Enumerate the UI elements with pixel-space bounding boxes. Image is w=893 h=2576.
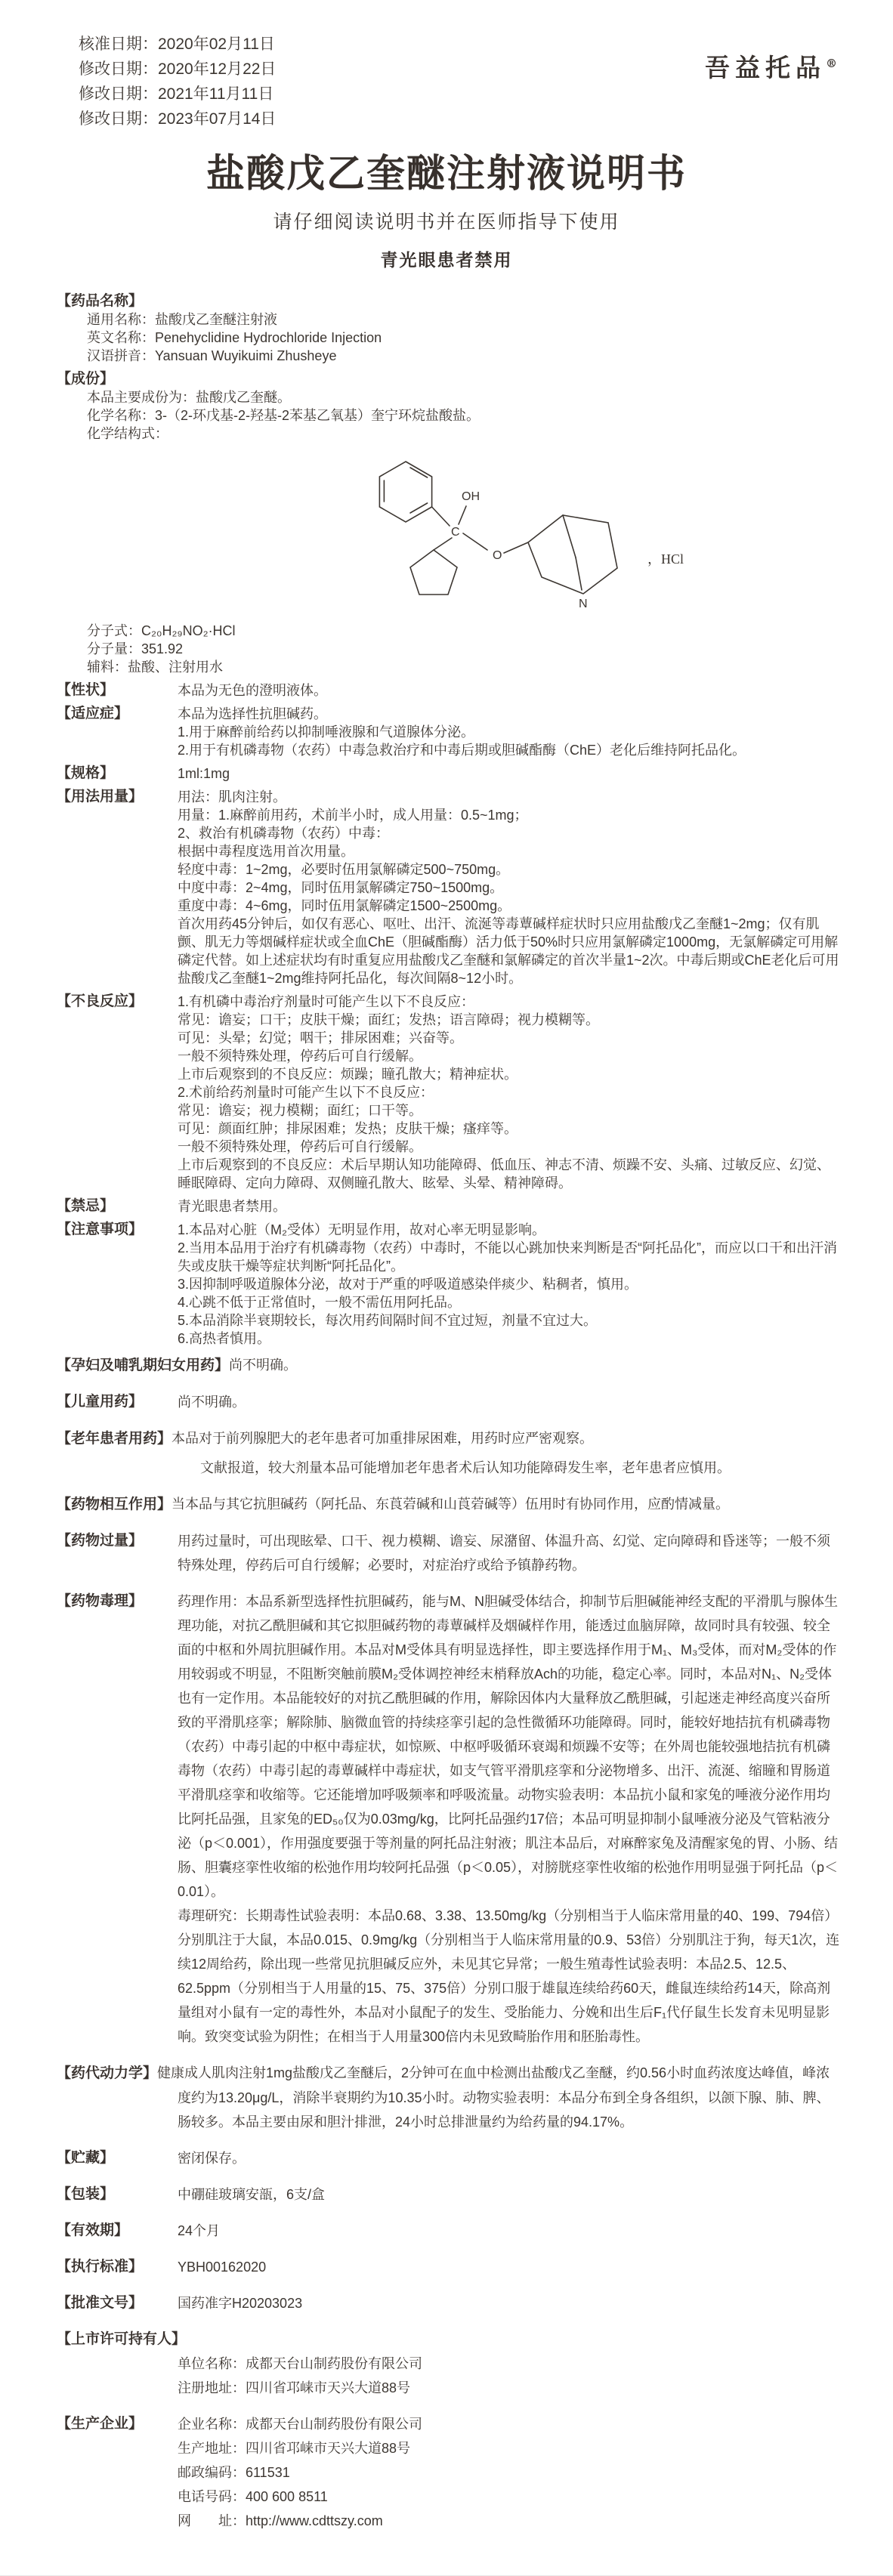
document-title: 盐酸戊乙奎醚注射液说明书 [205,152,687,195]
section-label-contraindications: 【禁忌】 [57,1198,115,1214]
section-contraindications [57,1197,840,1215]
section-label-approval-number: 【批准文号】 [57,2295,144,2311]
section-body-composition [87,388,840,676]
section-strength [57,764,840,783]
section-body-dosage [178,788,840,987]
revision-dates [79,32,276,131]
contraindication-warning: 青光眼患者禁用 [380,250,513,270]
text-line: 化学结构式： [87,426,168,441]
carbon-label: C [451,526,460,539]
text-line: 汉语拼音：Yansuan Wuyikuimi Zhusheye [87,348,337,363]
section-composition [57,370,840,676]
section-body-pharmacology-toxicology [178,1589,840,2049]
nitrogen-label: N [579,598,588,610]
text-line: 毒理研究：长期毒性试验表明：本品0.68、3.38、13.50mg/kg（分别相当于人临床常用量的40、199、794倍）分别肌注于大鼠，本品0.015、0.9mg/kg（分别相当于人临床常用量的0.9、53倍）分别肌注于狗，每天1次，连续12周给药，除出现一些常见抗胆碱反应外，未见其它异常；一般生殖毒性试验表明：本品2.5、12.5、62.5ppm（分别相当于人用量的15、75、375倍）分别口服于雄鼠连续给药60天，雌鼠连续给药14天，除高剂量组对小鼠有一定的毒性外，本品对小鼠配子的发生、受胎能力、分娩和出生后F₁代仔鼠生长发育未见明显影响。致突变试验为阴性；在相当于人用量300倍内未见致畸胎作用和胚胎毒性。 [178,1908,840,2044]
section-body-indications [178,705,840,759]
text-line: 用法：肌肉注射。 [178,789,286,805]
text-line: 2.当用本品用于治疗有机磷毒物（农药）中毒时，不能以心跳加快来判断是否“阿托品化”，而应以口干和出汗消失或皮肤干燥等症状判断“阿托品化”。 [178,1240,837,1274]
text-line: 英文名称：Penehyclidine Hydrochloride Injection [87,330,382,345]
section-precautions [57,1221,840,1348]
text-line: 通用名称：盐酸戊乙奎醚注射液 [87,312,277,327]
section-body-manufacturer [178,2412,840,2533]
text-line: 中硼硅玻璃安瓿，6支/盒 [178,2187,326,2202]
text-line: YBH00162020 [178,2259,267,2275]
text-line: 网 址：http://www.cdttszy.com [178,2513,383,2528]
section-label-adverse-reactions: 【不良反应】 [57,993,144,1009]
text-line: 生产地址：四川省邛崃市天兴大道88号 [178,2441,411,2456]
text-line: 可见：头晕；幻觉；咽干；排尿困难；兴奋等。 [178,1030,463,1046]
section-overdose [57,1529,840,1577]
section-body-license-holder [178,2352,840,2400]
section-label-overdose: 【药物过量】 [57,1533,144,1549]
section-pharmacology-toxicology [57,1589,840,2049]
text-line: 邮政编码：611531 [178,2465,290,2480]
text-line: 3.因抑制呼吸道腺体分泌，故对于严重的呼吸道感染伴痰少、粘稠者，慎用。 [178,1277,638,1292]
section-body-interactions [57,1492,840,1517]
section-pharmacokinetics [57,2061,840,2134]
section-shelf-life [57,2219,840,2243]
hydrochloride-label: ，HCl [647,551,684,567]
text-line: 本品对于前列腺肥大的老年患者可加重排尿困难，用药时应严密观察。 [171,1431,594,1446]
date-line: 修改日期：2020年12月22日 [79,60,277,78]
text-line: 2.用于有机磷毒物（农药）中毒急救治疗和中毒后期或胆碱酯酶（ChE）老化后维持阿托品化。 [178,743,746,758]
section-drug-name [57,292,840,365]
section-approval-number [57,2291,840,2315]
section-indications [57,705,840,759]
section-pregnancy [57,1353,840,1378]
brand-logo [705,48,837,84]
date-line: 修改日期：2023年07月14日 [79,110,277,128]
section-body-pharmacokinetics [57,2061,840,2134]
section-label-manufacturer: 【生产企业】 [57,2416,144,2432]
text-line: 健康成人肌肉注射1mg盐酸戊乙奎醚后，2分钟可在血中检测出盐酸戊乙奎醚，约0.56小时血药浓度达峰值，峰浓度约为13.20μg/L，消除半衰期约为10.35小时。动物实验表明：本品分布到全身各组织，以颌下腺、肺、脾、肠较多。本品主要由尿和胆汁排泄，24小时总排泄量约为给药量的94.17%。 [157,2065,830,2130]
text-line: 密闭保存。 [178,2151,246,2166]
registered-trademark-icon: ® [826,57,837,70]
text-line: 1.有机磷中毒治疗剂量时可能产生以下不良反应： [178,994,475,1009]
section-label-standard: 【执行标准】 [57,2259,144,2275]
text-line: 分子量：351.92 [87,641,184,656]
text-line: 根据中毒程度选用首次用量。 [178,844,354,859]
section-body-storage [178,2146,840,2170]
section-packaging [57,2182,840,2207]
section-label-strength: 【规格】 [57,765,115,781]
sections-container [0,271,893,2575]
text-line: 24个月 [178,2223,221,2238]
section-body-shelf-life [178,2219,840,2243]
text-line: 电话号码：400 600 8511 [178,2489,328,2504]
section-storage [57,2146,840,2170]
text-line: 上市后观察到的不良反应：烦躁；瞳孔散大；精神症状。 [178,1067,518,1082]
section-adverse-reactions [57,993,840,1192]
text-line: 用量：1.麻醉前用药，术前半小时，成人用量：0.5~1mg； [178,808,528,823]
section-label-shelf-life: 【有效期】 [57,2222,129,2238]
section-body-geriatric [57,1426,840,1451]
section-label-pharmacokinetics: 【药代动力学】 [57,2065,158,2081]
section-label-pediatric: 【儿童用药】 [57,1394,144,1410]
text-line: 文献报道，较大剂量本品可能增加老年患者术后认知功能障碍发生率，老年患者应慎用。 [200,1460,731,1475]
text-line: 当本品与其它抗胆碱药（阿托品、东莨菪碱和山莨菪碱等）伍用时有协同作用，应酌情减量。 [171,1496,730,1512]
text-line: 6.高热者慎用。 [178,1331,271,1346]
text-line: 1.用于麻醉前给药以抑制唾液腺和气道腺体分泌。 [178,724,475,740]
text-line: 青光眼患者禁用。 [178,1199,286,1214]
section-body-standard [178,2255,840,2279]
text-line: 本品为无色的澄明液体。 [178,683,327,698]
text-line: 常见：谵妄；口干；皮肤干燥；面红；发热；语言障碍；视力模糊等。 [178,1012,599,1027]
section-body-strength [178,764,840,783]
text-line: 中度中毒：2~4mg，同时伍用氯解磷定750~1500mg。 [178,880,504,895]
chemical-structure-diagram [353,450,708,613]
text-line: 企业名称：成都天台山制药股份有限公司 [178,2417,422,2432]
section-label-indications: 【适应症】 [57,706,129,721]
text-line: 1.本品对心脏（M₂受体）无明显作用，故对心率无明显影响。 [178,1222,545,1237]
section-body-approval-number [178,2291,840,2315]
brand-name: 吾益托品 [705,53,826,82]
section-label-storage: 【贮藏】 [57,2150,115,2166]
section-body-adverse-reactions [178,993,840,1192]
section-license-holder [57,2327,840,2400]
text-line: 化学名称：3-（2-环戊基-2-羟基-2苯基乙氧基）奎宁环烷盐酸盐。 [87,408,480,423]
date-line: 核准日期：2020年02月11日 [79,36,275,53]
text-line: 重度中毒：4~6mg，同时伍用氯解磷定1500~2500mg。 [178,898,511,913]
section-body-pregnancy [57,1353,840,1378]
section-description [57,681,840,700]
text-line: 可见：颜面红肿；排尿困难；发热；皮肤干燥；瘙痒等。 [178,1121,518,1136]
section-body-packaging [178,2182,840,2207]
section-interactions [57,1492,840,1517]
text-line: 上市后观察到的不良反应：术后早期认知功能障碍、低血压、神志不清、烦躁不安、头痛、过敏反应、幻觉、睡眠障碍、定向力障碍、双侧瞳孔散大、眩晕、头晕、精神障碍。 [178,1157,830,1191]
section-label-composition: 【成份】 [57,371,115,387]
section-pediatric [57,1390,840,1414]
text-line: 2、救治有机磷毒物（农药）中毒： [178,826,390,841]
text-line: 分子式：C₂₀H₂₉NO₂·HCl [87,623,236,638]
section-body-description [178,681,840,700]
section-body-contraindications [178,1197,840,1215]
section-manufacturer [57,2412,840,2533]
section-label-description: 【性状】 [57,682,115,698]
section-label-pharmacology-toxicology: 【药物毒理】 [57,1593,144,1609]
text-line: 用药过量时，可出现眩晕、口干、视力模糊、谵妄、尿潴留、体温升高、幻觉、定向障碍和昏迷等；一般不须特殊处理，停药后可自行缓解；必要时，对症治疗或给予镇静药物。 [178,1534,830,1573]
text-line: 轻度中毒：1~2mg，必要时伍用氯解磷定500~750mg。 [178,862,510,877]
section-label-interactions: 【药物相互作用】 [57,1496,172,1512]
text-line: 药理作用：本品系新型选择性抗胆碱药，能与M、N胆碱受体结合，抑制节后胆碱能神经支配的平滑肌与腺体生理功能，对抗乙酰胆碱和其它拟胆碱药物的毒蕈碱样及烟碱样作用，能透过血脑屏障，故同时具有较强、较全面的中枢和外周抗胆碱作用。本品对M受体具有明显选择性，即主要选择作用于M₁、M₃受体，而对M₂受体的作用较弱或不明显，不阻断突触前膜M₂受体调控神经末梢释放Ach的功能，稳定心率。同时，本品对N₁、N₂受体也有一定作用。本品能较好的对抗乙酰胆碱的作用，解除因体内大量释放乙酰胆碱，引起迷走神经高度兴奋所致的平滑肌痉挛；解除肺、脑微血管的持续痉挛引起的急性微循环功能障碍。同时，能较好地拮抗有机磷毒物（农药）中毒引起的中枢中毒症状，如惊厥、中枢呼吸循环衰竭和烦躁不安等；在外周也能较强地拮抗有机磷毒物（农药）中毒引起的毒蕈碱样中毒症状，如支气管平滑肌痉挛和分泌物增多、出汗、流涎、缩瞳和胃肠道平滑肌痉挛和收缩等。它还能增加呼吸频率和呼吸流量。动物实验表明：本品抗小鼠和家兔的唾液分泌作用均比阿托品强，且家兔的ED₅₀仅为0.03mg/kg，比阿托品强约17倍；本品可明显抑制小鼠唾液分泌及气管粘液分泌（p＜0.001），作用强度要强于等剂量的阿托品注射液；肌注本品后，对麻醉家兔及清醒家兔的胃、小肠、结肠、胆囊痉挛性收缩的松弛作用均较阿托品强（p＜0.05），对膀胱痉挛性收缩的松弛作用明显强于阿托品（p＜0.01）。 [178,1594,839,1899]
text-line: 4.心跳不低于正常值时，一般不需伍用阿托品。 [178,1295,462,1310]
section-standard [57,2255,840,2279]
date-line: 修改日期：2021年11月11日 [79,85,274,103]
text-line: 5.本品消除半衰期较长，每次用药间隔时间不宜过短，剂量不宜过大。 [178,1313,598,1328]
text-line: 一般不须特殊处理，停药后可自行缓解。 [178,1049,422,1064]
text-line: 常见：谵妄；视力模糊；面红；口干等。 [178,1103,422,1118]
section-body-precautions [178,1221,840,1348]
section-label-dosage: 【用法用量】 [57,789,144,805]
section-label-packaging: 【包装】 [57,2186,115,2202]
text-line: 本品主要成份为：盐酸戊乙奎醚。 [87,390,291,405]
text-line: 一般不须特殊处理，停药后可自行缓解。 [178,1139,422,1154]
section-dosage [57,788,840,987]
text-line: 辅料：盐酸、注射用水 [87,659,223,675]
section-body-pediatric [178,1390,840,1414]
section-label-pregnancy: 【孕妇及哺乳期妇女用药】 [57,1357,230,1373]
text-line: 尚不明确。 [178,1395,246,1410]
hydroxyl-label: OH [462,490,480,503]
section-body-drug-name [87,310,840,365]
section-label-license-holder: 【上市许可持有人】 [57,2331,187,2347]
text-line: 1ml:1mg [178,766,230,781]
section-body-overdose [178,1529,840,1577]
text-line: 注册地址：四川省邛崃市天兴大道88号 [178,2380,411,2395]
text-line: 单位名称：成都天台山制药股份有限公司 [178,2356,422,2371]
text-line: 国药准字H20203023 [178,2296,303,2311]
section-label-precautions: 【注意事项】 [57,1222,144,1237]
oxygen-label: O [493,549,502,562]
section-label-geriatric: 【老年患者用药】 [57,1431,172,1447]
text-line: 尚不明确。 [229,1357,298,1373]
text-line: 2.术前给药剂量时可能产生以下不良反应： [178,1085,434,1100]
document-subtitle: 请仔细阅读说明书并在医师指导下使用 [273,212,620,233]
section-label-drug-name: 【药品名称】 [57,293,144,309]
text-line: 首次用药45分钟后，如仅有恶心、呕吐、出汗、流涎等毒蕈碱样症状时只应用盐酸戊乙奎醚1~2mg；仅有肌颤、肌无力等烟碱样症状或全血ChE（胆碱酯酶）活力低于50%时只应用氯解磷定1000mg，无氯解磷定可用解磷定代替。如上述症状均有时重复应用盐酸戊乙奎醚和氯解磷定的首次半量1~2次。中毒后期或ChE老化后可用盐酸戊乙奎醚1~2mg维持阿托品化，每次间隔8~12小时。 [178,916,839,986]
section-geriatric [57,1426,840,1480]
text-line: 本品为选择性抗胆碱药。 [178,706,327,721]
